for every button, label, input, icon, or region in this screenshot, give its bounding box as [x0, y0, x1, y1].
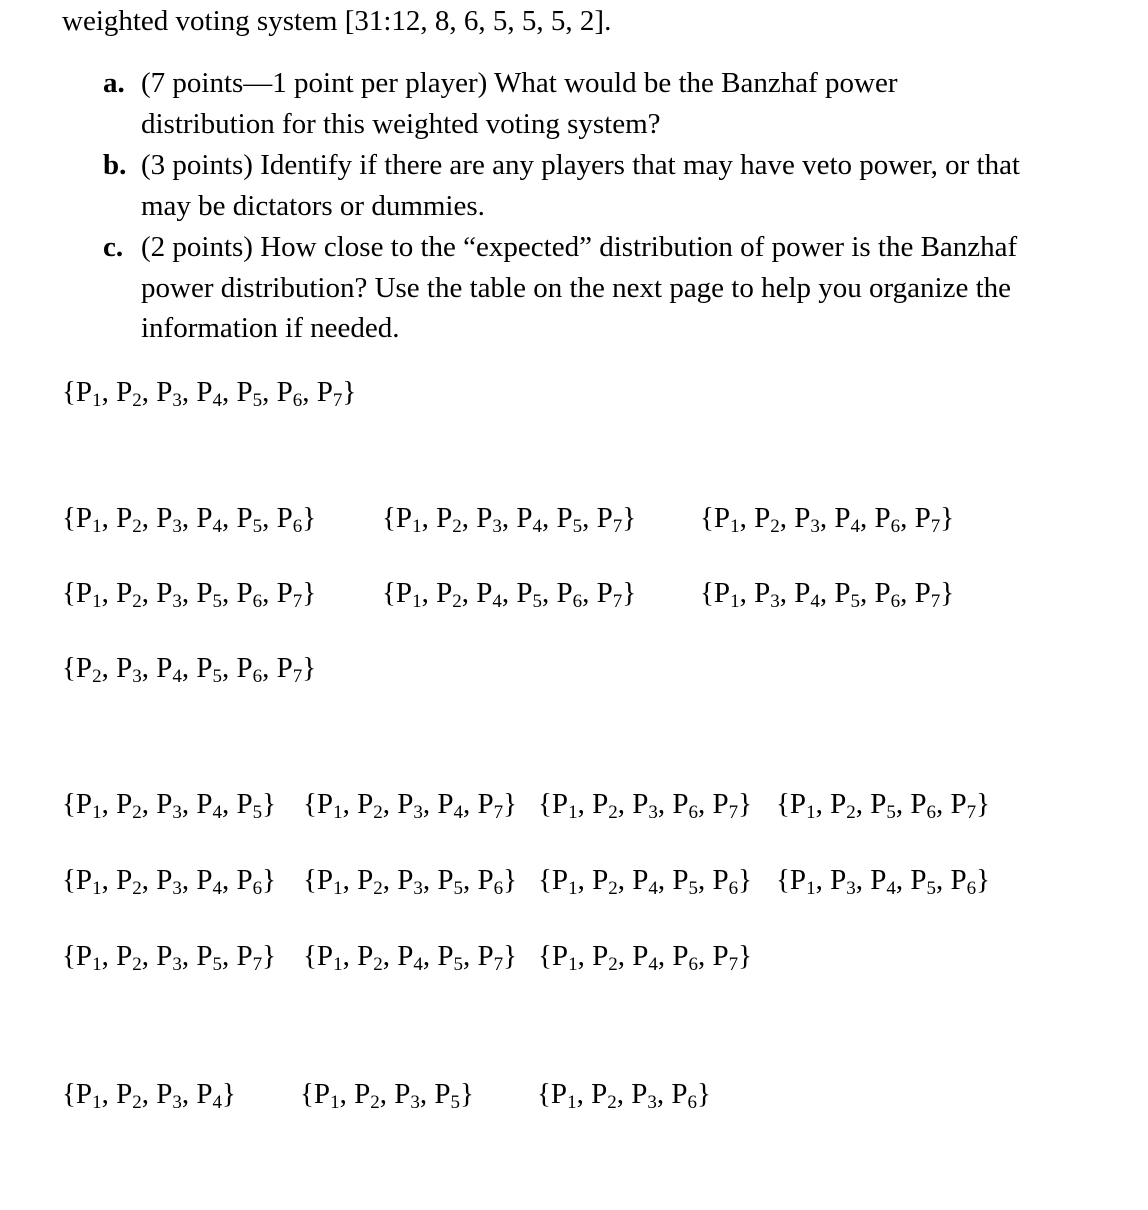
- coalition-set: {$P_1$, $P_2$, $P_3$, $P_6$, $P_7$}: [538, 788, 753, 823]
- coalition-set: {$P_1$, $P_2$, $P_3$, $P_5$}: [300, 1078, 474, 1113]
- intro-line: weighted voting system [31:12, 8, 6, 5, 5, 5, 2].: [62, 5, 612, 37]
- coalition-set: {$P_1$, $P_2$, $P_5$, $P_6$, $P_7$}: [776, 788, 991, 823]
- question-a-label: a.: [103, 67, 125, 99]
- coalition-set: {$P_1$, $P_2$, $P_3$, $P_5$, $P_7$}: [62, 940, 277, 975]
- coalition-set: {$P_1$, $P_2$, $P_3$, $P_5$, $P_6$}: [303, 864, 518, 899]
- coalition-set: {$P_1$, $P_2$, $P_3$, $P_4$, $P_5$, $P_6$, $P_7$}: [62, 376, 357, 411]
- question-c-text: (2 points) How close to the “expected” distribution of power is the Banzhaf power distribution? Use the table on the next page to help you organize the information if needed.: [141, 231, 1018, 344]
- coalition-set: {$P_1$, $P_2$, $P_3$, $P_4$, $P_5$}: [62, 788, 277, 823]
- coalition-set: {$P_1$, $P_2$, $P_4$, $P_5$, $P_6$, $P_7$}: [382, 577, 637, 612]
- coalition-set: {$P_1$, $P_2$, $P_3$, $P_4$, $P_5$, $P_6$}: [62, 502, 317, 537]
- coalition-set: {$P_1$, $P_3$, $P_4$, $P_5$, $P_6$, $P_7$}: [700, 577, 955, 612]
- coalition-set: {$P_1$, $P_2$, $P_4$, $P_6$, $P_7$}: [538, 940, 753, 975]
- coalition-set: {$P_1$, $P_2$, $P_3$, $P_4$, $P_5$, $P_7$}: [382, 502, 637, 537]
- coalition-set: {$P_1$, $P_2$, $P_3$, $P_6$}: [537, 1078, 711, 1113]
- coalition-set: {$P_2$, $P_3$, $P_4$, $P_5$, $P_6$, $P_7$}: [62, 652, 317, 687]
- coalition-set: {$P_1$, $P_2$, $P_4$, $P_5$, $P_6$}: [538, 864, 753, 899]
- coalition-set: {$P_1$, $P_2$, $P_4$, $P_5$, $P_7$}: [303, 940, 518, 975]
- coalition-set: {$P_1$, $P_2$, $P_3$, $P_4$, $P_6$}: [62, 864, 277, 899]
- coalition-set: {$P_1$, $P_2$, $P_3$, $P_4$, $P_6$, $P_7$}: [700, 502, 955, 537]
- coalition-set: {$P_1$, $P_3$, $P_4$, $P_5$, $P_6$}: [776, 864, 991, 899]
- question-a-text: (7 points—1 point per player) What would be the Banzhaf power distribution for this weighted voting system?: [141, 67, 898, 140]
- question-b-label: b.: [103, 149, 127, 181]
- coalition-set: {$P_1$, $P_2$, $P_3$, $P_5$, $P_6$, $P_7$}: [62, 577, 317, 612]
- coalition-set: {$P_1$, $P_2$, $P_3$, $P_4$, $P_7$}: [303, 788, 518, 823]
- question-b-text: (3 points) Identify if there are any players that may have veto power, or that may be dictators or dummies.: [141, 149, 1020, 222]
- coalition-set: {$P_1$, $P_2$, $P_3$, $P_4$}: [62, 1078, 236, 1113]
- question-c-label: c.: [103, 231, 124, 263]
